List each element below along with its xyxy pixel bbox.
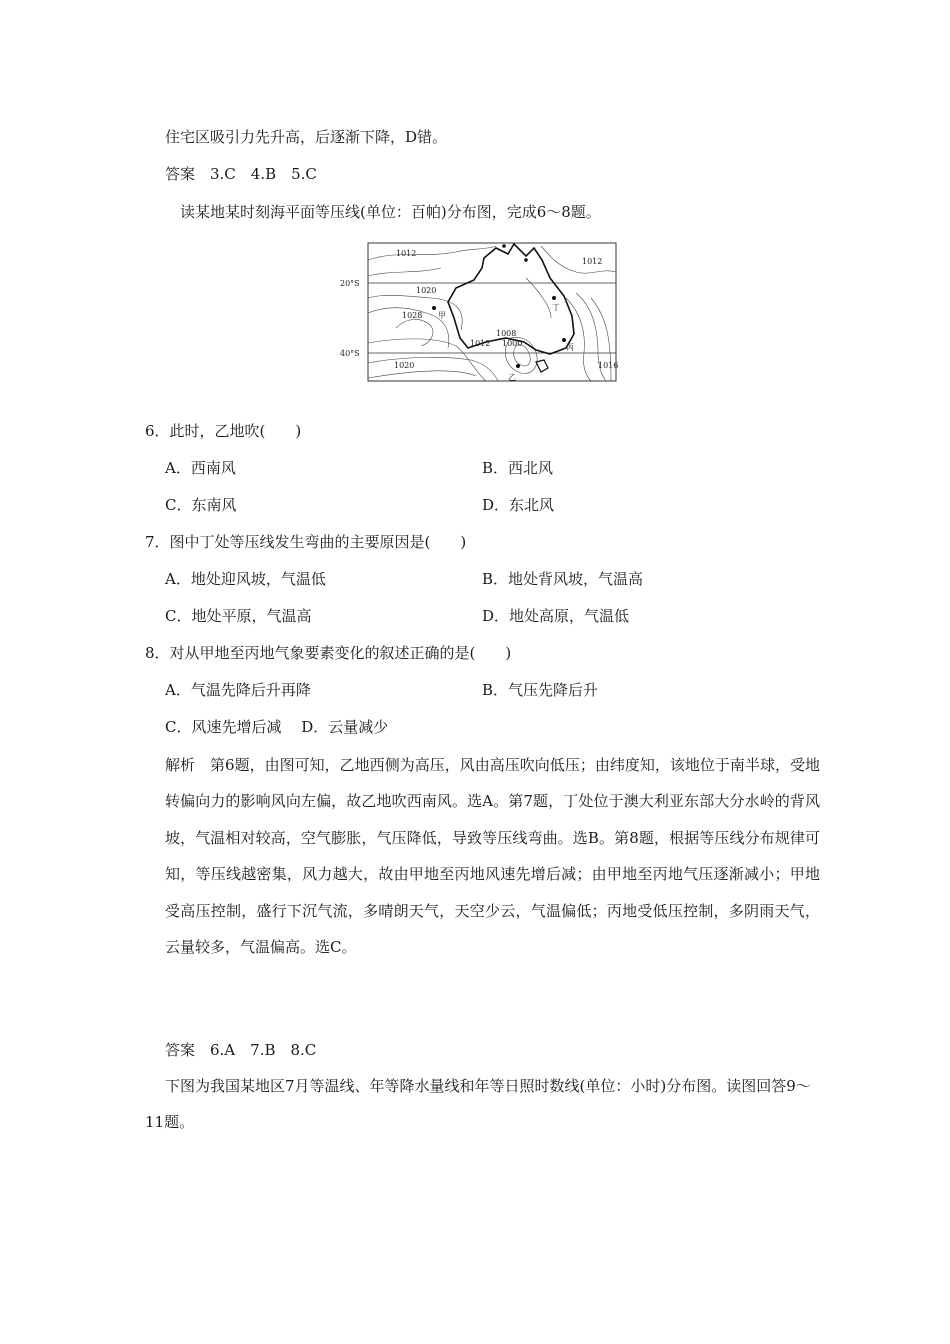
label-yi: 乙 bbox=[508, 373, 516, 382]
label-ding: 丁 bbox=[552, 303, 560, 312]
lat-label-40s: 40°S bbox=[340, 349, 360, 358]
label-jia: 甲 bbox=[438, 311, 446, 320]
q7-stem: 7．图中丁处等压线发生弯曲的主要原因是( ) bbox=[145, 533, 467, 551]
isobar-label-1012-east: 1012 bbox=[582, 257, 603, 266]
isobar-label-1012-west: 1012 bbox=[396, 249, 417, 258]
isobar-map bbox=[336, 238, 620, 384]
q7-option-c: C．地处平原，气温高 bbox=[165, 607, 312, 625]
continued-text: 住宅区吸引力先升高，后逐渐下降，D错。 bbox=[165, 128, 448, 146]
question-intro: 读某地某时刻海平面等压线(单位：百帕)分布图，完成6～8题。 bbox=[180, 203, 601, 221]
isobar-label-1008: 1008 bbox=[496, 329, 517, 338]
point-bing bbox=[562, 338, 566, 342]
isobar-label-1012-south: 1012 bbox=[470, 339, 491, 348]
isobar-label-1028: 1028 bbox=[402, 311, 423, 320]
isobar-label-1016: 1016 bbox=[598, 361, 619, 370]
point-jia bbox=[432, 306, 436, 310]
answer-line: 答案 3.C 4.B 5.C bbox=[165, 165, 317, 183]
q7-option-d: D．地处高原，气温低 bbox=[482, 607, 630, 625]
q6-stem: 6．此时，乙地吹( ) bbox=[145, 422, 302, 440]
q6-option-c: C．东南风 bbox=[165, 496, 237, 514]
point-yi bbox=[516, 364, 520, 368]
q8-option-cd: C．风速先增后减 D．云量减少 bbox=[165, 718, 389, 736]
isobar-label-1000: 1000 bbox=[502, 339, 523, 348]
q7-option-a: A．地处迎风坡，气温低 bbox=[165, 570, 326, 588]
isobar-label-1020-south: 1020 bbox=[394, 361, 415, 370]
point-north-1 bbox=[502, 244, 506, 248]
q6-option-b: B．西北风 bbox=[482, 459, 554, 477]
q7-option-b: B．地处背风坡，气温高 bbox=[482, 570, 644, 588]
lat-label-20s: 20°S bbox=[340, 279, 360, 288]
answer-line-2: 答案 6.A 7.B 8.C bbox=[165, 1041, 317, 1059]
isobar-label-1020: 1020 bbox=[416, 286, 437, 295]
q8-stem: 8．对从甲地至丙地气象要素变化的叙述正确的是( ) bbox=[145, 644, 512, 662]
label-bing: 丙 bbox=[566, 343, 574, 352]
q8-option-a: A．气温先降后升再降 bbox=[165, 681, 311, 699]
point-north-2 bbox=[524, 258, 528, 262]
q8-option-b: B．气压先降后升 bbox=[482, 681, 599, 699]
next-question-intro: 下图为我国某地区7月等温线、年等降水量线和年等日照时数线(单位：小时)分布图。读图回答9～11题。 bbox=[145, 1077, 811, 1131]
q6-option-a: A．西南风 bbox=[165, 459, 236, 477]
q6-option-d: D．东北风 bbox=[482, 496, 555, 514]
analysis-paragraph: 解析 第6题，由图可知，乙地西侧为高压，风由高压吹向低压；由纬度知，该地位于南半球，受地转偏向力的影响风向左偏，故乙地吹西南风。选A。第7题，丁处位于澳大利亚东部大分水岭的背风坡，气温相对较高，空气膨胀，气压降低，导致等压线弯曲。选B。第8题，根据等压线分布规律可知，等压线越密集，风力越大，故由甲地至丙地风速先增后减；由甲地至丙地气压逐渐减小；甲地受高压控制，盛行下沉气流，多晴朗天气，天空少云，气温偏低；丙地受低压控制，多阴雨天气，云量较多，气温偏高。选C。 bbox=[165, 756, 820, 957]
point-ding bbox=[552, 296, 556, 300]
